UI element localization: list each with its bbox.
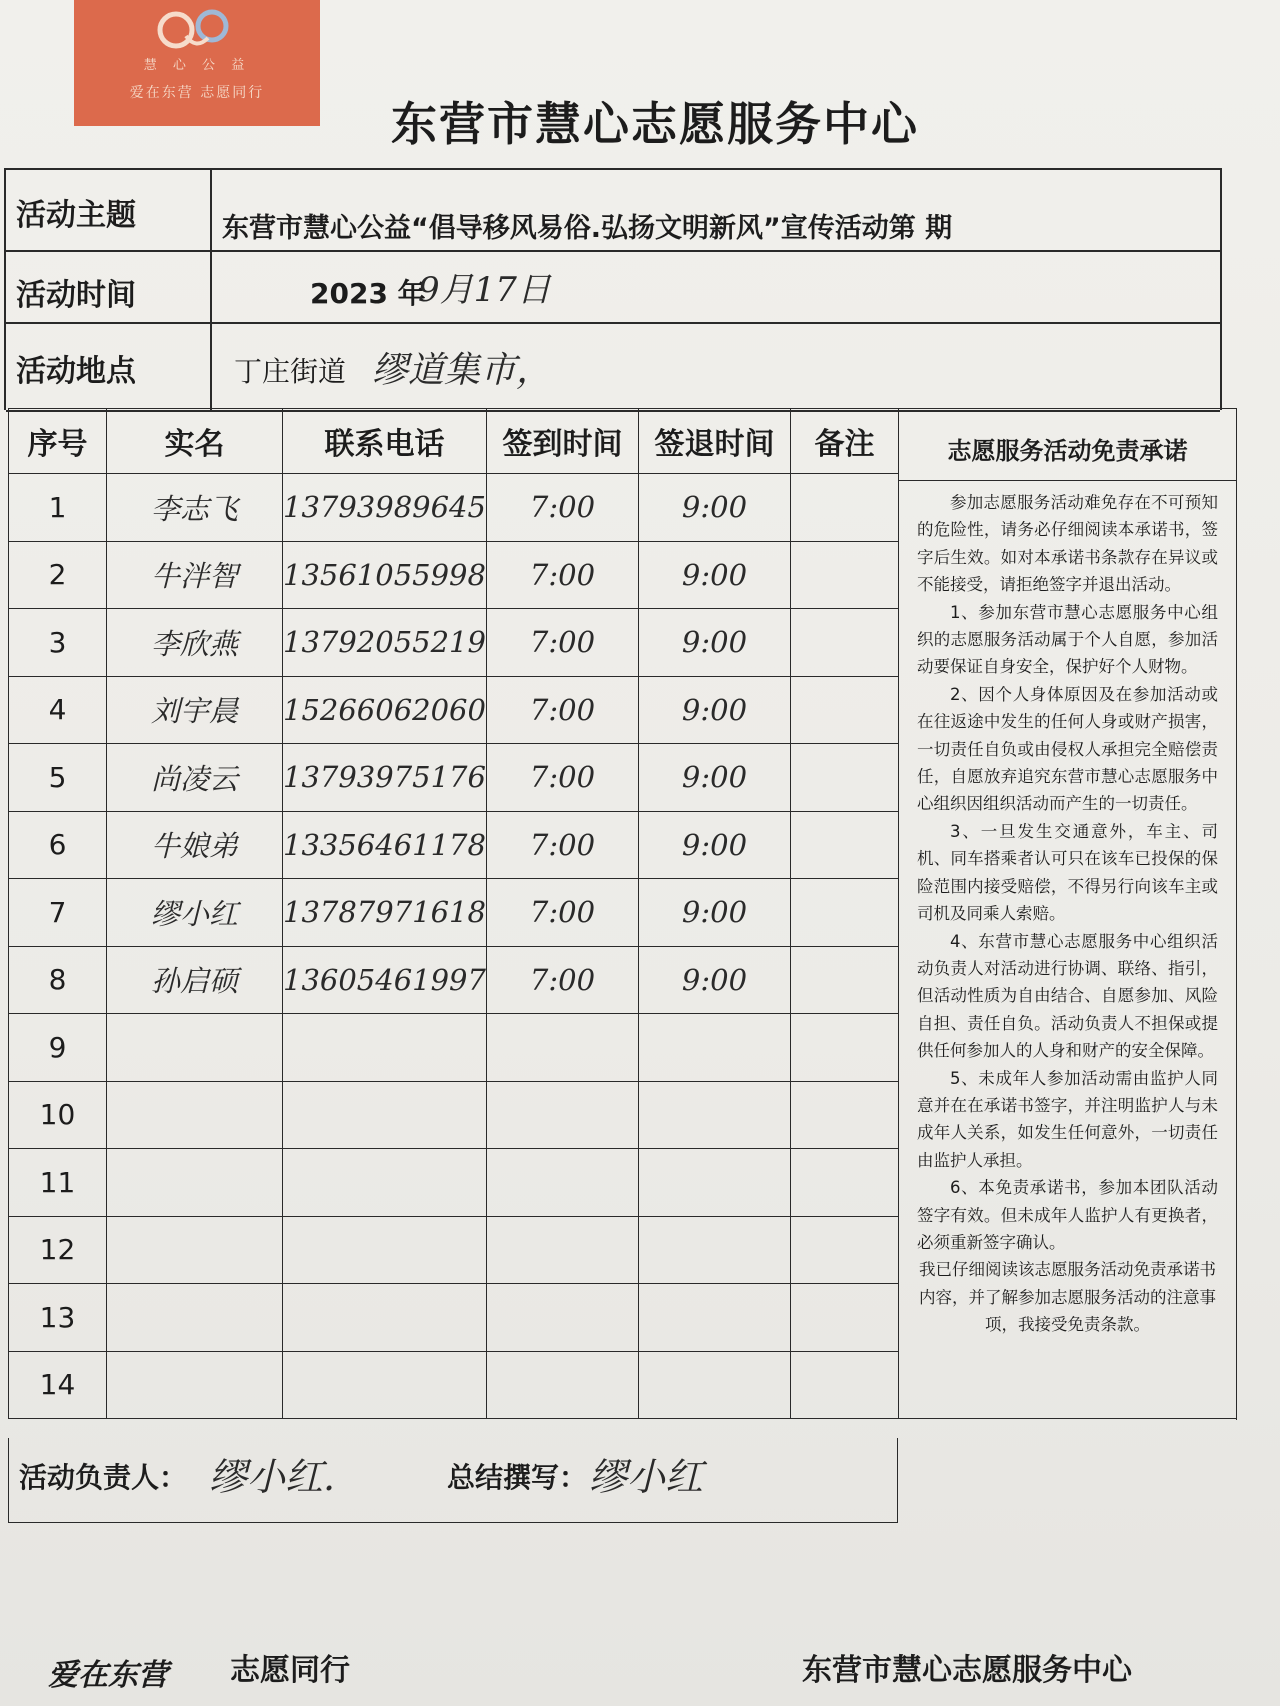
waiver-paragraph: 4、东营市慧心志愿服务中心组织活动负责人对活动进行协调、联络、指引，但活动性质为自由结合、自愿参加、风险自担、责任自负。活动负责人不担保或提供任何参加人的人身和财产的安全保障。 (916, 931, 1218, 1061)
waiver-panel (898, 409, 1236, 1419)
header-cell: 签退时间 (638, 409, 790, 474)
row-number: 8 (9, 946, 107, 1014)
checkin-time: 7:00 (486, 744, 638, 812)
phone-number (283, 1284, 487, 1352)
volunteer-name: 刘宇晨 (107, 676, 283, 744)
volunteer-name (107, 1014, 283, 1082)
time-year: 2023 年 (310, 277, 426, 310)
checkin-time (486, 1351, 638, 1419)
checkin-time (486, 1149, 638, 1217)
checkout-time: 9:00 (638, 609, 790, 677)
volunteer-name (107, 1149, 283, 1217)
remarks (790, 1149, 898, 1217)
remarks (790, 676, 898, 744)
volunteer-name: 牛泮智 (107, 541, 283, 609)
remarks (790, 744, 898, 812)
volunteer-name: 牛娘弟 (107, 811, 283, 879)
footer-organization: 东营市慧心志愿服务中心 (802, 1653, 1132, 1688)
checkin-time (486, 1014, 638, 1082)
table-header-row (9, 409, 1237, 474)
phone-number: 13561055998 (283, 541, 487, 609)
volunteer-name: 李欣燕 (107, 609, 283, 677)
logo-text-line1: 慧 心 公 益 (143, 58, 251, 73)
checkout-time (638, 1149, 790, 1217)
checkin-time: 7:00 (486, 676, 638, 744)
organization-logo (74, 0, 320, 126)
checkin-time: 7:00 (486, 879, 638, 947)
remarks (790, 946, 898, 1014)
checkout-time: 9:00 (638, 946, 790, 1014)
remarks (790, 474, 898, 542)
checkout-time (638, 1351, 790, 1419)
phone-number: 13605461997 (283, 946, 487, 1014)
remarks (790, 609, 898, 677)
header-cell: 签到时间 (486, 409, 638, 474)
theme-label: 活动主题 (6, 170, 212, 250)
logo-mark-icon (146, 6, 246, 52)
footer-slogan-2: 志愿同行 (230, 1653, 350, 1688)
waiver-paragraph: 5、未成年人参加活动需由监护人同意并在在承诺书签字，并注明监护人与未成年人关系，如发生任何意外，一切责任由监护人承担。 (916, 1068, 1218, 1170)
row-number: 12 (9, 1216, 107, 1284)
remarks (790, 1216, 898, 1284)
waiver-title: 志愿服务活动免责承诺 (899, 409, 1236, 481)
phone-number: 13792055219 (283, 609, 487, 677)
phone-number (283, 1081, 487, 1149)
logo-text-line2: 爱在东营 志愿同行 (129, 85, 265, 101)
time-label: 活动时间 (6, 250, 212, 322)
volunteer-name (107, 1081, 283, 1149)
header-cell: 序号 (9, 409, 107, 474)
volunteer-name (107, 1284, 283, 1352)
phone-number: 13356461178 (283, 811, 487, 879)
phone-number: 13793989645 (283, 474, 487, 542)
checkout-time (638, 1081, 790, 1149)
checkout-time (638, 1014, 790, 1082)
signature-row (8, 1438, 898, 1523)
remarks (790, 541, 898, 609)
leader-label: 活动负责人： (19, 1461, 188, 1494)
writer-label: 总结撰写： (447, 1461, 588, 1494)
header-cell: 联系电话 (283, 409, 487, 474)
checkin-time: 7:00 (486, 946, 638, 1014)
volunteer-name (107, 1351, 283, 1419)
leader-signature: 缪小红. (209, 1455, 336, 1499)
row-number: 1 (9, 474, 107, 542)
phone-number: 15266062060 (283, 676, 487, 744)
phone-number (283, 1216, 487, 1284)
place-printed: 丁庄街道 (234, 355, 347, 388)
place-label: 活动地点 (6, 322, 212, 410)
row-number: 6 (9, 811, 107, 879)
checkin-time (486, 1081, 638, 1149)
waiver-paragraph: 3、一旦发生交通意外，车主、司机、同车搭乘者认可只在该车已投保的保险范围内接受赔偿，不得另行向该车主或司机及同乘人索赔。 (916, 821, 1218, 924)
phone-number (283, 1014, 487, 1082)
phone-number (283, 1149, 487, 1217)
document-title: 东营市慧心志愿服务中心 (391, 97, 919, 151)
checkout-time: 9:00 (638, 811, 790, 879)
volunteer-name: 缪小红 (107, 879, 283, 947)
time-handwritten: 9月17日 (418, 270, 551, 310)
theme-value: 东营市慧心公益“倡导移风易俗.弘扬文明新风”宣传活动第 期 (222, 213, 953, 244)
row-number: 2 (9, 541, 107, 609)
remarks (790, 879, 898, 947)
checkin-time: 7:00 (486, 474, 638, 542)
header-cell: 备注 (790, 409, 898, 474)
signin-table (8, 408, 1237, 1419)
volunteer-name: 尚凌云 (107, 744, 283, 812)
remarks (790, 811, 898, 879)
volunteer-name: 李志飞 (107, 474, 283, 542)
checkout-time: 9:00 (638, 541, 790, 609)
checkin-time (486, 1284, 638, 1352)
activity-info-block (4, 168, 1222, 410)
header-cell: 实名 (107, 409, 283, 474)
checkin-time: 7:00 (486, 811, 638, 879)
phone-number: 13793975176 (283, 744, 487, 812)
row-number: 11 (9, 1149, 107, 1217)
row-number: 5 (9, 744, 107, 812)
row-number: 10 (9, 1081, 107, 1149)
checkout-time (638, 1216, 790, 1284)
theme-row (6, 170, 1220, 252)
phone-number: 13787971618 (283, 879, 487, 947)
place-row (6, 322, 1220, 412)
remarks (790, 1351, 898, 1419)
row-number: 3 (9, 609, 107, 677)
waiver-paragraph: 2、因个人身体原因及在参加活动或在往返途中发生的任何人身或财产损害，一切责任自负或由侵权人承担完全赔偿责任，自愿放弃追究东营市慧心志愿服务中心组织因组织活动而产生的一切责任。 (916, 684, 1218, 814)
waiver-paragraph: 参加志愿服务活动难免存在不可预知的危险性，请务必仔细阅读本承诺书，签字后生效。如对本承诺书条款存在异议或不能接受，请拒绝签字并退出活动。 (916, 493, 1218, 595)
checkout-time: 9:00 (638, 474, 790, 542)
waiver-text (899, 481, 1236, 1339)
phone-number (283, 1351, 487, 1419)
row-number: 13 (9, 1284, 107, 1352)
remarks (790, 1081, 898, 1149)
checkout-time (638, 1284, 790, 1352)
remarks (790, 1284, 898, 1352)
checkin-time: 7:00 (486, 541, 638, 609)
volunteer-name: 孙启硕 (107, 946, 283, 1014)
footer-slogan-1: 爱在东营 (48, 1658, 168, 1693)
waiver-paragraph: 1、参加东营市慧心志愿服务中心组织的志愿服务活动属于个人自愿，参加活动要保证自身安全，保护好个人财物。 (916, 602, 1218, 677)
row-number: 4 (9, 676, 107, 744)
waiver-paragraph: 我已仔细阅读该志愿服务活动免责承诺书内容，并了解参加志愿服务活动的注意事项，我接受免责条款。 (918, 1260, 1216, 1335)
checkin-time (486, 1216, 638, 1284)
volunteer-name (107, 1216, 283, 1284)
writer-signature: 缪小红 (589, 1455, 704, 1499)
waiver-paragraph: 6、本免责承诺书，参加本团队活动签字有效。但未成年人监护人有更换者，必须重新签字确认。 (916, 1178, 1218, 1252)
checkout-time: 9:00 (638, 676, 790, 744)
checkout-time: 9:00 (638, 879, 790, 947)
row-number: 7 (9, 879, 107, 947)
row-number: 14 (9, 1351, 107, 1419)
place-handwritten: 缪道集市， (372, 350, 553, 391)
time-row (6, 250, 1220, 324)
checkin-time: 7:00 (486, 609, 638, 677)
checkout-time: 9:00 (638, 744, 790, 812)
remarks (790, 1014, 898, 1082)
row-number: 9 (9, 1014, 107, 1082)
